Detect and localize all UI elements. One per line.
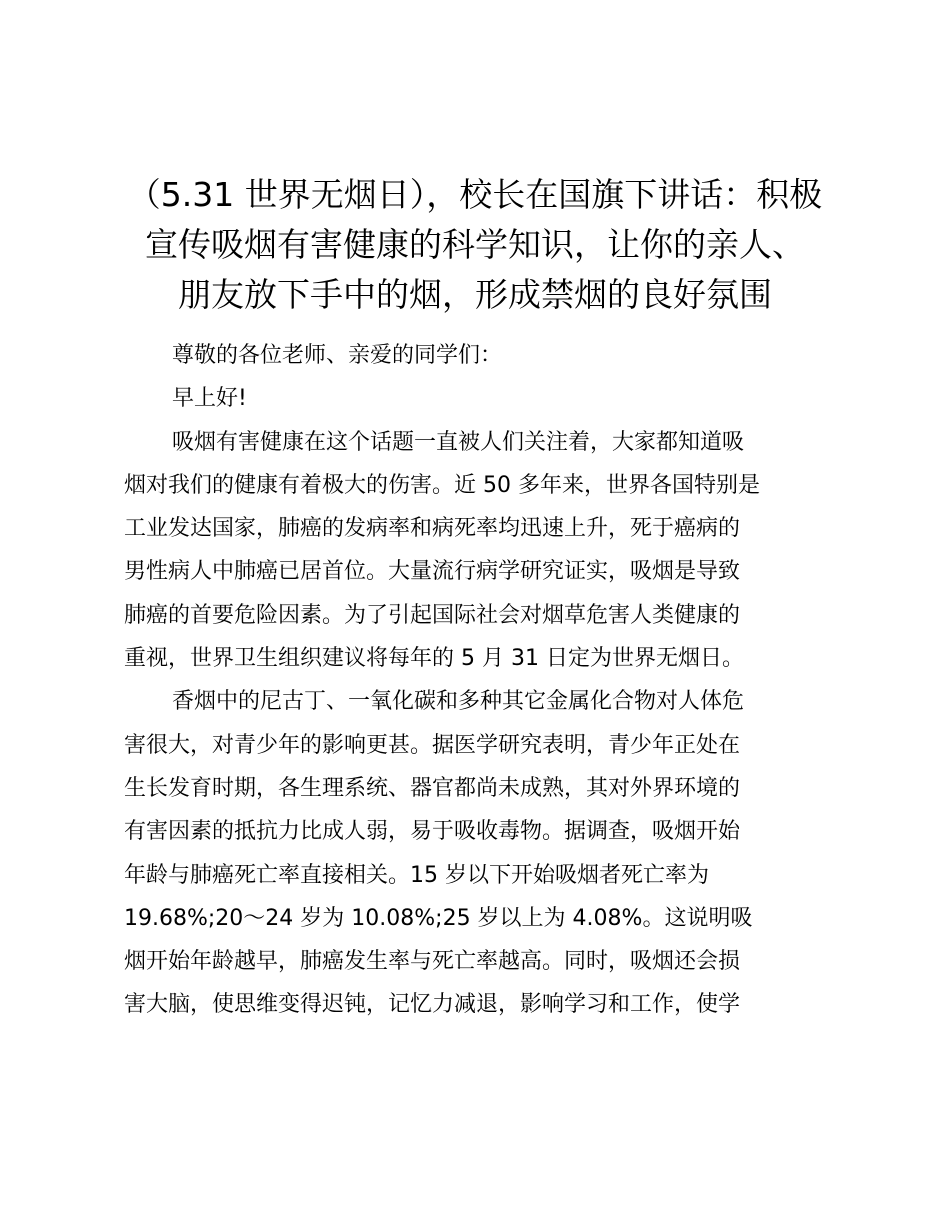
text-line: 男性病人中肺癌已居首位。大量流行病学研究证实，吸烟是导致 (124, 559, 741, 585)
text-line: 重视，世界卫生组织建议将每年的 5 月 31 日定为世界无烟日。 (124, 646, 744, 672)
document-body (124, 334, 836, 1027)
text-line: 香烟中的尼古丁、一氧化碳和多种其它金属化合物对人体危 (172, 689, 745, 715)
salutation-paragraph (124, 334, 836, 377)
body-paragraph (124, 421, 836, 681)
text-line: 尊敬的各位老师、亲爱的同学们： (172, 343, 503, 368)
text-line: 19.68%;20～24 岁为 10.08%;25 岁以上为 4.08%。这说明吸 (124, 905, 753, 931)
text-line: 害很大，对青少年的影响更甚。据医学研究表明，青少年正处在 (124, 732, 741, 758)
text-line: 生长发育时期，各生理系统、器官都尚未成熟，其对外界环境的 (124, 775, 741, 801)
title-line: （5.31 世界无烟日），校长在国旗下讲话：积极 (127, 175, 823, 214)
title-line: 宣传吸烟有害健康的科学知识，让你的亲人、 (145, 225, 805, 264)
text-line: 吸烟有害健康在这个话题一直被人们关注着，大家都知道吸 (172, 429, 745, 455)
text-line: 烟对我们的健康有着极大的伤害。近 50 多年来，世界各国特别是 (124, 472, 760, 498)
text-line: 害大脑，使思维变得迟钝，记忆力减退，影响学习和工作，使学 (124, 992, 741, 1018)
body-paragraph (124, 680, 836, 1026)
text-line: 工业发达国家，肺癌的发病率和病死率均迅速上升，死于癌病的 (124, 516, 741, 542)
text-line: 年龄与肺癌死亡率直接相关。15 岁以下开始吸烟者死亡率为 (124, 862, 709, 888)
text-line: 早上好! (172, 386, 247, 412)
document-title (110, 170, 840, 320)
title-line: 朋友放下手中的烟，形成禁烟的良好氛围 (178, 275, 772, 314)
text-line: 烟开始年龄越早，肺癌发生率与死亡率越高。同时，吸烟还会损 (124, 949, 741, 975)
text-line: 肺癌的首要危险因素。为了引起国际社会对烟草危害人类健康的 (124, 602, 741, 628)
text-line: 有害因素的抵抗力比成人弱，易于吸收毒物。据调查，吸烟开始 (124, 819, 741, 845)
greeting-paragraph (124, 377, 836, 420)
